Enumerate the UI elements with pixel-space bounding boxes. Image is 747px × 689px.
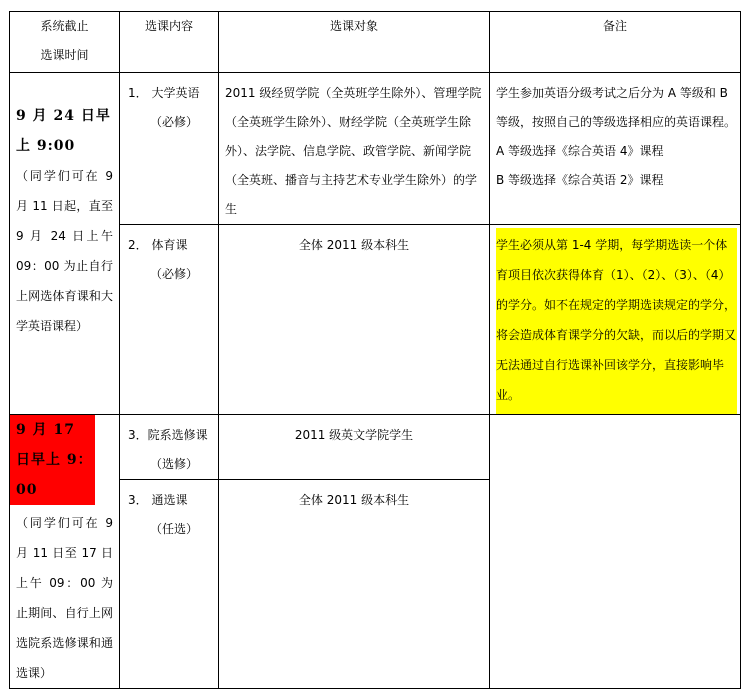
target-cell: 全体 2011 级本科生 bbox=[219, 225, 490, 415]
course-title: 3． 通选课 bbox=[128, 493, 188, 507]
deadline-2: 9 月 17 日早上 9：00 bbox=[10, 415, 95, 505]
remark-cell bbox=[490, 73, 741, 225]
remark-text-highlighted: 学生必须从第 1-4 学期，每学期选读一个体育项目依次获得体育（1）、（2）、（3）、（4）的学分。如不在规定的学期选读规定的学分，将会造成体育课学分的欠缺，而以后的学期又无法通过自行选课补回该学分，直接影响毕业。 bbox=[496, 228, 737, 414]
course-kind: （任选） bbox=[150, 522, 199, 536]
course-title: 1． 大学英语 bbox=[128, 86, 200, 100]
course-kind: （必修） bbox=[150, 267, 199, 281]
content-cell bbox=[120, 415, 219, 480]
target-cell: 2011 级英文学院学生 bbox=[219, 415, 490, 480]
course-title: 3．院系选修课 bbox=[128, 428, 208, 442]
content-cell bbox=[120, 480, 219, 689]
course-title: 2． 体育课 bbox=[128, 238, 188, 252]
deadline-1: 9 月 24 日早上 9:00 bbox=[16, 108, 111, 154]
target-cell: 2011 级经贸学院（全英班学生除外）、管理学院（全英班学生除外）、财经学院（全英班学生除外）、法学院、信息学院、政管学院、新闻学院（全英班、播音与主持艺术专业学生除外）的学生 bbox=[219, 73, 490, 225]
course-selection-table bbox=[9, 11, 741, 689]
header-deadline bbox=[10, 12, 120, 73]
remark-cell-empty bbox=[490, 415, 741, 689]
header-target bbox=[219, 12, 490, 73]
remark-b: B 等级选择《综合英语 2》课程 bbox=[496, 173, 664, 187]
header-target-label: 选课对象 bbox=[329, 19, 378, 33]
deadline-note-1: （同学们可在 9 月 11 日起，直至 9 月 24 日上午 09：00 为止自行上网选体育课和大学英语课程） bbox=[16, 169, 113, 333]
content-cell bbox=[120, 225, 219, 415]
remark-cell-highlighted bbox=[490, 225, 741, 415]
deadline-cell-1 bbox=[10, 73, 120, 415]
deadline-cell-2 bbox=[10, 415, 120, 689]
header-deadline-line2: 选课时间 bbox=[40, 48, 89, 62]
table-row bbox=[10, 73, 741, 225]
target-cell: 全体 2011 级本科生 bbox=[219, 480, 490, 689]
header-remarks-label: 备注 bbox=[602, 19, 627, 33]
header-remarks bbox=[490, 12, 741, 73]
content-cell bbox=[120, 73, 219, 225]
header-content bbox=[120, 12, 219, 73]
table-row bbox=[10, 225, 741, 415]
remark-text: 学生参加英语分级考试之后分为 A 等级和 B 等级，按照自己的等级选择相应的英语课程。 bbox=[496, 86, 737, 129]
course-kind: （选修） bbox=[150, 457, 199, 471]
header-row bbox=[10, 12, 741, 73]
remark-a: A 等级选择《综合英语 4》课程 bbox=[496, 144, 664, 158]
deadline-note-2: （同学们可在 9 月 11 日至 17 日上午 09：00 为止期间、自行上网选院系选修课和通选课） bbox=[16, 516, 113, 680]
table-row bbox=[10, 415, 741, 480]
course-kind: （必修） bbox=[150, 115, 199, 129]
header-content-label: 选课内容 bbox=[144, 19, 193, 33]
header-deadline-line1: 系统截止 bbox=[40, 19, 89, 33]
